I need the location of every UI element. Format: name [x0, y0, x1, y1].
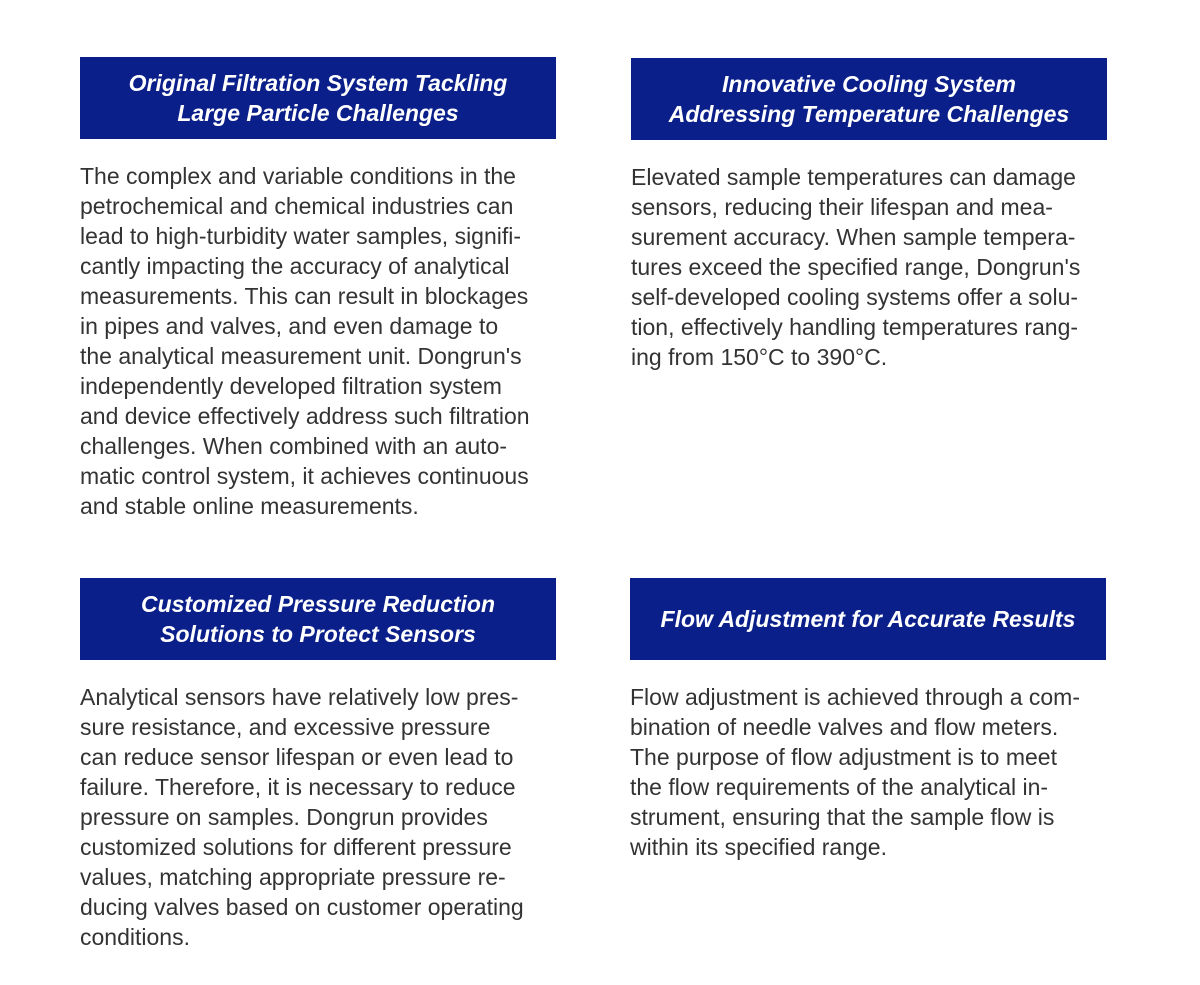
card-text-line: tion, effectively handling temperatures rang-: [631, 314, 1079, 340]
card-title: [631, 58, 1107, 140]
card-text-line: the analytical measurement unit. Dongrun's: [80, 343, 522, 369]
card-cooling: [631, 58, 1121, 372]
card-text-line: surement accuracy. When sample tempera-: [631, 224, 1076, 250]
card-text-line: Elevated sample temperatures can damage: [631, 164, 1076, 190]
card-text-line: sensors, reducing their lifespan and mea-: [631, 194, 1053, 220]
card-text-line: and device effectively address such filtration: [80, 403, 530, 429]
card-text-line: ing from 150°C to 390°C.: [631, 344, 888, 370]
card-text-line: and stable online measurements.: [80, 493, 419, 519]
card-text-line: strument, ensuring that the sample flow is: [630, 804, 1055, 830]
card-text: [80, 161, 572, 521]
card-flow: [630, 578, 1120, 862]
card-text-line: petrochemical and chemical industries can: [80, 193, 514, 219]
card-title-line: Large Particle Challenges: [177, 100, 459, 126]
card-text-line: the flow requirements of the analytical in-: [630, 774, 1049, 800]
card-pressure: [80, 578, 570, 952]
card-text-line: within its specified range.: [630, 834, 887, 860]
card-title: [80, 57, 556, 139]
card-filtration: [80, 57, 570, 521]
card-title-line: Addressing Temperature Challenges: [668, 101, 1070, 127]
card-text-line: measurements. This can result in blockages: [80, 283, 529, 309]
card-text-line: failure. Therefore, it is necessary to reduce: [80, 774, 516, 800]
card-text-line: tures exceed the specified range, Dongrun's: [631, 254, 1081, 280]
card-text-line: Flow adjustment is achieved through a com-: [630, 684, 1080, 710]
card-text-line: customized solutions for different pressure: [80, 834, 512, 860]
card-title-line: Customized Pressure Reduction: [140, 591, 496, 617]
card-text-line: lead to high-turbidity water samples, signifi-: [80, 223, 522, 249]
card-text-line: sure resistance, and excessive pressure: [80, 714, 491, 740]
card-text-line: in pipes and valves, and even damage to: [80, 313, 499, 339]
card-text-line: matic control system, it achieves continuous: [80, 463, 529, 489]
card-text-line: bination of needle valves and flow meters.: [630, 714, 1059, 740]
card-text-line: The complex and variable conditions in the: [80, 163, 516, 189]
card-text: [631, 162, 1123, 372]
card-text-line: pressure on samples. Dongrun provides: [80, 804, 488, 830]
card-text-line: challenges. When combined with an auto-: [80, 433, 508, 459]
card-text: [630, 682, 1122, 862]
card-text-line: cantly impacting the accuracy of analytical: [80, 253, 510, 279]
card-text-line: can reduce sensor lifespan or even lead to: [80, 744, 514, 770]
card-text-line: self-developed cooling systems offer a solu-: [631, 284, 1079, 310]
card-text-line: Analytical sensors have relatively low pres-: [80, 684, 519, 710]
card-title: [630, 578, 1106, 660]
card-title-line: Innovative Cooling System: [722, 71, 1016, 97]
card-text-line: values, matching appropriate pressure re-: [80, 864, 506, 890]
card-title-line: Flow Adjustment for Accurate Results: [660, 606, 1076, 632]
card-title-line: Solutions to Protect Sensors: [160, 621, 476, 647]
card-text-line: conditions.: [80, 924, 190, 950]
card-title-line: Original Filtration System Tackling: [128, 70, 508, 96]
card-text-line: The purpose of flow adjustment is to meet: [630, 744, 1057, 770]
card-text-line: independently developed filtration system: [80, 373, 502, 399]
card-text: [80, 682, 572, 952]
card-title: [80, 578, 556, 660]
card-text-line: ducing valves based on customer operating: [80, 894, 524, 920]
